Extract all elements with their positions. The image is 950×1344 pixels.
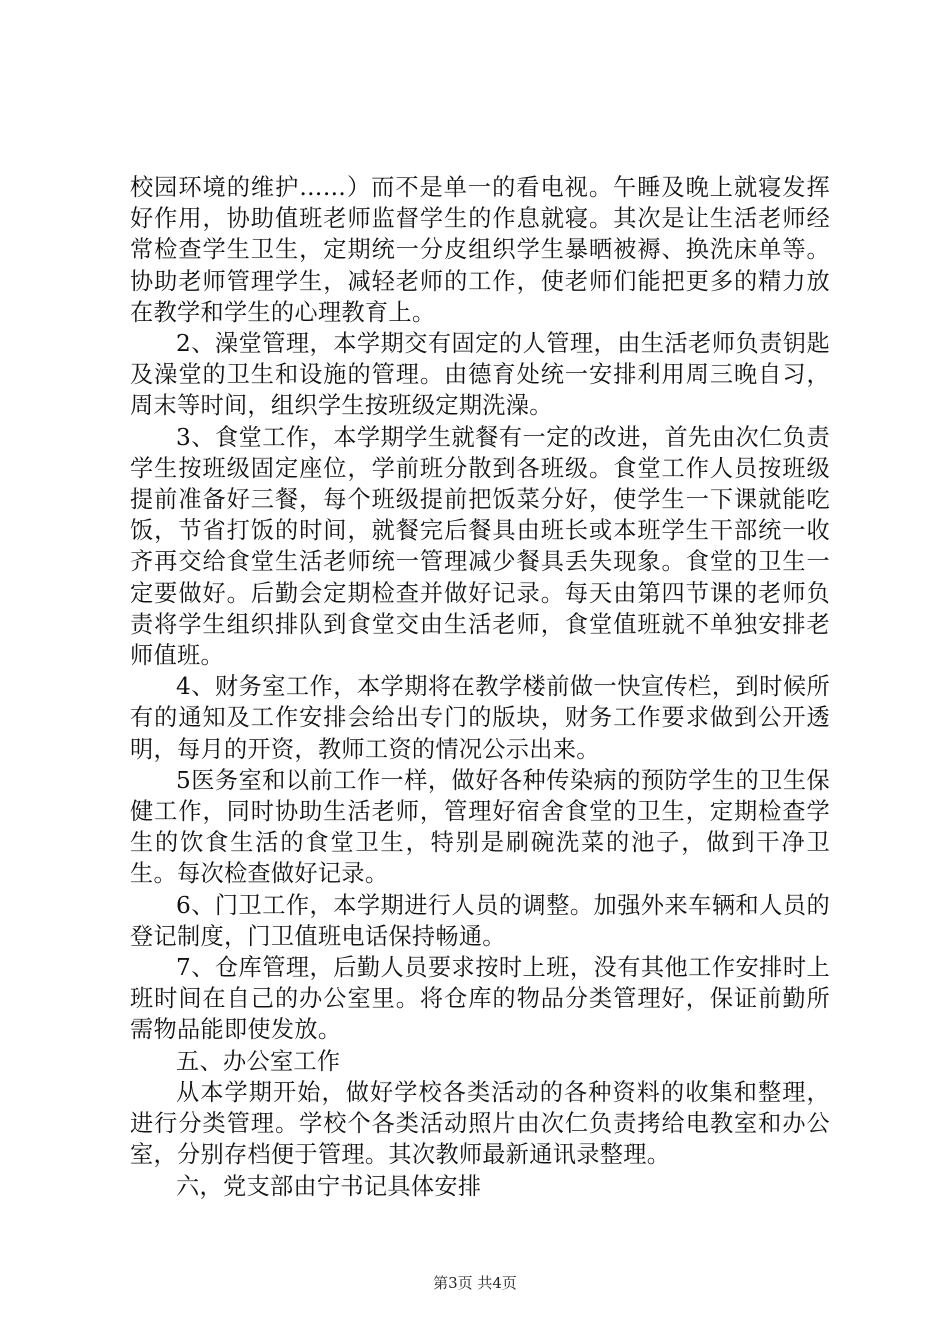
section-heading-party-branch: 六，党支部由宁书记具体安排: [176, 1172, 482, 1200]
section-heading-office: 五、办公室工作: [176, 1047, 341, 1075]
paragraph-gatekeeper: 6、门卫工作，本学期进行人员的调整。加强外来车辆和人员的登记制度，门卫值班电话保持畅通。: [130, 891, 830, 950]
document-body: [130, 172, 830, 1202]
paragraph-canteen-work: 3、食堂工作，本学期学生就餐有一定的改进，首先由次仁负责学生按班级固定座位，学前班分散到各班级。食堂工作人员按班级提前准备好三餐，每个班级提前把饭菜分好，使学生一下课就能吃饭，节省打饭的时间，就餐完后餐具由班长或本班学生干部统一收齐再交给食堂生活老师统一管理减少餐具丢失现象。食堂的卫生一定要做好。后勤会定期检查并做好记录。每天由第四节课的老师负责将学生组织排队到食堂交由生活老师，食堂值班就不单独安排老师值班。: [130, 423, 830, 670]
page-number-footer: 第3页 共4页: [433, 1274, 517, 1292]
paragraph-clinic: 5医务室和以前工作一样，做好各种传染病的预防学生的卫生保健工作，同时协助生活老师，管理好宿舍食堂的卫生，定期检查学生的饮食生活的食堂卫生，特别是刷碗洗菜的池子，做到干净卫生。每次检查做好记录。: [130, 766, 830, 888]
paragraph-finance-office: 4、财务室工作，本学期将在教学楼前做一快宣传栏，到时候所有的通知及工作安排会给出专门的版块，财务工作要求做到公开透明，每月的开资，教师工资的情况公示出来。: [130, 673, 830, 763]
paragraph-continued: 校园环境的维护……）而不是单一的看电视。午睡及晚上就寝发挥好作用，协助值班老师监督学生的作息就寝。其次是让生活老师经常检查学生卫生，定期统一分皮组织学生暴晒被褥、换洗床单等。协助老师管理学生，减轻老师的工作，使老师们能把更多的精力放在教学和学生的心理教育上。: [130, 174, 830, 326]
paragraph-bath-management: 2、澡堂管理，本学期交有固定的人管理，由生活老师负责钥匙及澡堂的卫生和设施的管理。由德育处统一安排利用周三晚自习，周末等时间，组织学生按班级定期洗澡。: [130, 330, 830, 420]
paragraph-warehouse: 7、仓库管理，后勤人员要求按时上班，没有其他工作安排时上班时间在自己的办公室里。将仓库的物品分类管理好，保证前勤所需物品能即使发放。: [130, 954, 830, 1044]
paragraph-office-work: 从本学期开始，做好学校各类活动的各种资料的收集和整理，进行分类管理。学校个各类活动照片由次仁负责拷给电教室和办公室，分别存档便于管理。其次教师最新通讯录整理。: [130, 1078, 830, 1169]
